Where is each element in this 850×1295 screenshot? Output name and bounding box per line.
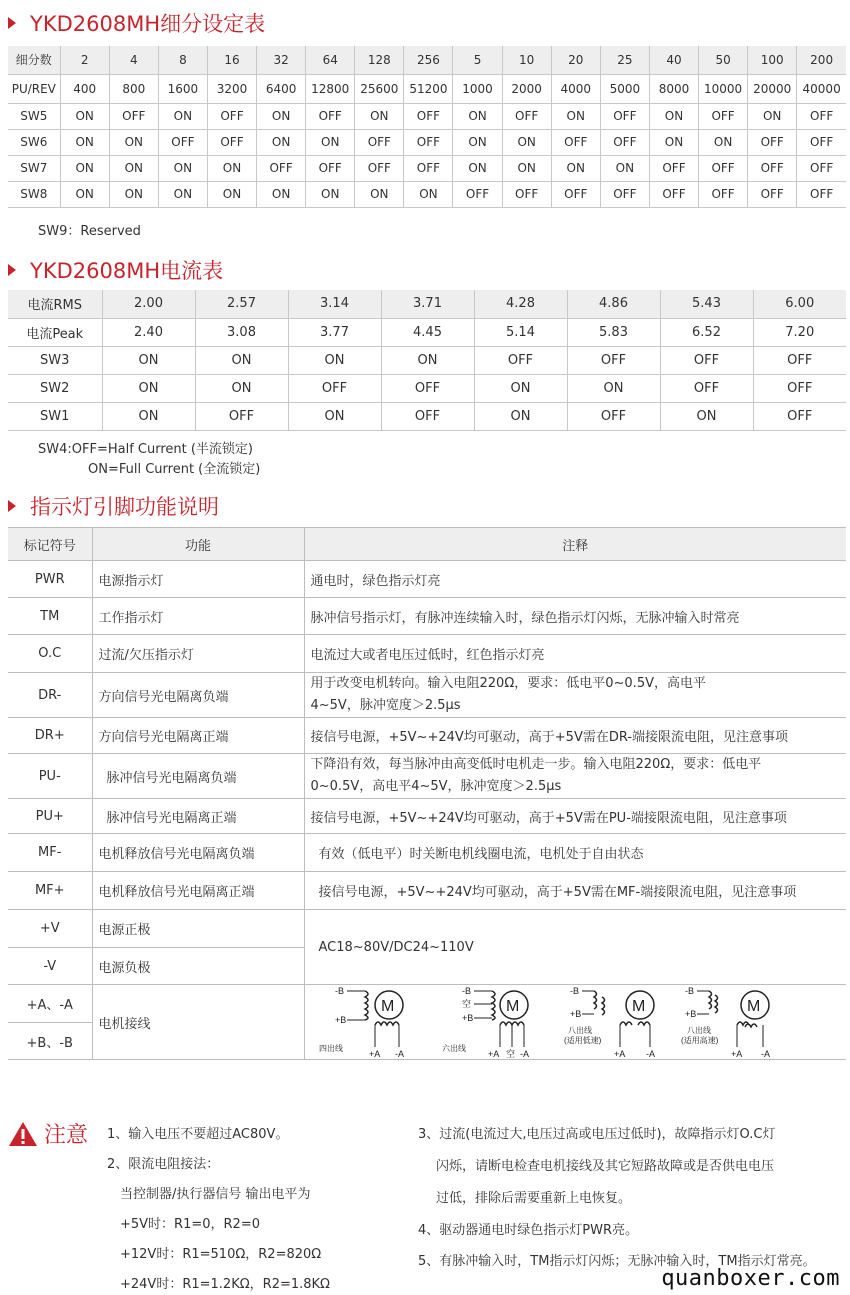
motor-letter: M [380,998,394,1015]
switch-row [8,103,846,129]
watermark-text: quanboxer.com [661,1266,840,1291]
table-row [8,718,846,754]
table-cell: 3.14 [288,290,381,318]
row-label: PU/REV [8,74,60,103]
table-cell: 25600 [355,74,404,103]
power-voltage-note: AC18~80V/DC24~110V [304,910,846,985]
attention-item2c: +12V时：R1=510Ω，R2=820Ω [120,1247,322,1262]
table-row [8,598,846,635]
svg-text:+B: +B [569,1009,581,1019]
table-cell: 200 [797,46,846,74]
row-symbol: DR- [8,673,92,718]
table-cell: 3.08 [195,318,288,346]
table-cell: OFF [649,155,698,181]
attention-item2d: +24V时：R1=1.2KΩ，R2=1.8KΩ [120,1277,330,1292]
table-cell: ON [699,129,748,155]
table-cell: ON [102,346,195,374]
eight-wire-low-speed-diagram [564,986,655,1059]
row-symbol: +V [8,910,92,948]
caption-four-wire: 四出线 [318,1044,343,1053]
table-cell: 100 [748,46,797,74]
table-cell: ON [158,103,207,129]
table-cell: 50 [699,46,748,74]
row-note: 通电时，绿色指示灯亮 [304,561,846,598]
table-cell: 5 [453,46,502,74]
svg-text:+A: +A [730,1049,742,1059]
table-cell: ON [474,402,567,430]
table-row [8,561,846,598]
table-cell: OFF [660,374,753,402]
row-symbol: PU- [8,754,92,799]
section3-title-text: 指示灯引脚功能说明 [30,495,219,519]
table-cell: ON [306,129,355,155]
table-cell: ON [306,181,355,207]
row-label: SW2 [8,374,102,402]
table-cell: 25 [600,46,649,74]
table-cell: 8 [158,46,207,74]
eight-wire-high-speed-diagram [681,986,770,1059]
table-row [8,635,846,673]
table-cell: OFF [699,181,748,207]
table-cell: ON [109,181,158,207]
table-cell: 5.83 [567,318,660,346]
table-cell: OFF [404,103,453,129]
table-cell: OFF [753,402,846,430]
table-cell: OFF [288,374,381,402]
row-function: 电源正极 [92,910,304,948]
table-cell: 32 [257,46,306,74]
row-label: 细分数 [8,46,60,74]
table-cell: OFF [257,155,306,181]
row-label: 电流RMS [8,290,102,318]
table-cell: ON [109,129,158,155]
svg-text:-B: -B [461,986,471,996]
row-function: 方向信号光电隔离负端 [92,673,304,718]
table-cell: 5000 [600,74,649,103]
table-cell: ON [288,402,381,430]
row-label: SW3 [8,346,102,374]
label-pa: +A [368,1049,380,1059]
row-function: 方向信号光电隔离正端 [92,718,304,754]
table-cell: OFF [355,155,404,181]
switch-row [8,402,846,430]
svg-text:-A: -A [519,1049,529,1059]
table-cell: 16 [207,46,256,74]
table-cell: 40 [649,46,698,74]
svg-text:八出线: 八出线 [686,1026,711,1035]
attention-item2: 2、限流电阻接法： [107,1157,220,1172]
table-header-row [8,528,846,561]
table-cell: ON [649,129,698,155]
table-cell: OFF [699,155,748,181]
table-cell: OFF [502,181,551,207]
table-cell: 6.52 [660,318,753,346]
svg-text:M: M [631,998,645,1015]
table-cell: OFF [600,129,649,155]
table-cell: ON [551,103,600,129]
table-cell: 4 [109,46,158,74]
table-cell: OFF [355,129,404,155]
table-cell: ON [102,374,195,402]
attention-item1: 1、输入电压不要超过AC80V。 [107,1127,289,1142]
section1-title [8,8,265,38]
row-symbol: O.C [8,635,92,673]
attention-item3c: 过低，排除后需要重新上电恢复。 [436,1191,632,1206]
row-note: 电流过大或者电压过低时，红色指示灯亮 [304,635,846,673]
row-note: 接信号电源，+5V~+24V均可驱动，高于+5V需在DR-端接限流电阻，见注意事项 [304,718,846,754]
table-cell: 3.71 [381,290,474,318]
table-cell: OFF [306,155,355,181]
table-cell: 128 [355,46,404,74]
attention-title: 注意 [44,1123,89,1148]
table-cell: ON [288,346,381,374]
row-symbol: MF+ [8,872,92,910]
sw4-note-off: SW4:OFF=Half Current (半流锁定) [38,442,254,457]
row-note: 下降沿有效，每当脉冲由高变低时电机走一步。输入电阻220Ω，要求：低电平0~0.5V，高电平4~5V，脉冲宽度＞2.5μs [304,754,846,799]
table-cell: ON [381,346,474,374]
table-cell: 5.43 [660,290,753,318]
label-nb: -B [334,986,344,996]
svg-text:+B: +B [461,1013,473,1023]
table-cell: ON [60,181,109,207]
table-cell: 12800 [306,74,355,103]
row-function: 电机释放信号光电隔离正端 [92,872,304,910]
table-cell: 6.00 [753,290,846,318]
table-cell: OFF [797,181,846,207]
row-symbol: DR+ [8,718,92,754]
table-cell: 10000 [699,74,748,103]
row-function: 脉冲信号光电隔离正端 [92,799,304,834]
table-cell: OFF [797,155,846,181]
table-cell: OFF [748,181,797,207]
table-cell: OFF [600,103,649,129]
table-cell: ON [355,103,404,129]
table-row-power-positive [8,910,846,948]
table-cell: ON [453,129,502,155]
table-cell: 3200 [207,74,256,103]
row-label: SW8 [8,181,60,207]
table-cell: OFF [797,103,846,129]
row-symbol: MF- [8,834,92,872]
table-cell: 7.20 [753,318,846,346]
table-cell: 64 [306,46,355,74]
table-cell: 5.14 [474,318,567,346]
table-cell: OFF [551,181,600,207]
section1-title-text: YKD2608MH细分设定表 [30,12,266,36]
row-note: 接信号电源，+5V~+24V均可驱动，高于+5V需在MF-端接限流电阻，见注意事项 [304,872,846,910]
row-function: 脉冲信号光电隔离负端 [92,754,304,799]
table-cell: ON [195,346,288,374]
svg-text:-B: -B [569,986,579,996]
table-cell: OFF [600,181,649,207]
table-cell: ON [600,155,649,181]
row-symbol: TM [8,598,92,635]
warning-icon [8,1121,38,1147]
svg-text:(适用低速): (适用低速) [563,1036,601,1045]
table-cell: OFF [699,103,748,129]
row-label: SW5 [8,103,60,129]
row-function: 过流/欠压指示灯 [92,635,304,673]
table-cell: 2000 [502,74,551,103]
label-na: -A [394,1049,404,1059]
attention-item3a: 3、过流(电流过大,电压过高或电压过低时)，故障指示灯O.C灯 [418,1127,776,1142]
table-cell: OFF [381,402,474,430]
table-cell: OFF [109,103,158,129]
table-row [8,872,846,910]
table-cell: ON [207,181,256,207]
attention-item3b: 闪烁，请断电检查电机接线及其它短路故障或是否供电电压 [436,1159,775,1174]
table-cell: OFF [404,155,453,181]
table-cell: ON [158,155,207,181]
table-row [8,673,846,718]
table-cell: 51200 [404,74,453,103]
switch-row [8,129,846,155]
table-cell: OFF [649,181,698,207]
label-pb: +B [334,1015,346,1025]
table-cell: 1000 [453,74,502,103]
table-cell: OFF [404,129,453,155]
table-cell: ON [60,155,109,181]
current-table [8,290,846,431]
table-cell: 800 [109,74,158,103]
table-cell: OFF [567,402,660,430]
table-cell: OFF [660,346,753,374]
table-cell: 3.77 [288,318,381,346]
table-cell: ON [453,103,502,129]
svg-text:-A: -A [645,1049,655,1059]
table-cell: ON [257,129,306,155]
table-cell: ON [649,103,698,129]
table-cell: OFF [474,346,567,374]
table-row [8,834,846,872]
table-cell: OFF [748,129,797,155]
attention-item5: 5、有脉冲输入时，TM指示灯闪烁；无脉冲输入时，TM指示灯常亮。 [418,1254,816,1269]
svg-text:+A: +A [487,1049,499,1059]
table-cell: ON [109,155,158,181]
table-cell: OFF [797,129,846,155]
row-note: 有效（低电平）时关断电机线圈电流，电机处于自由状态 [304,834,846,872]
table-cell: ON [60,129,109,155]
attention-heading [8,1118,88,1149]
table-cell: ON [748,103,797,129]
row-symbol: +A、-A [8,985,92,1023]
row-symbol: PU+ [8,799,92,834]
table-cell: ON [404,181,453,207]
sw4-note-on: ON=Full Current (全流锁定) [88,462,261,477]
svg-text:-A: -A [760,1049,770,1059]
table-cell: 4000 [551,74,600,103]
table-cell: ON [355,181,404,207]
table-cell: 20 [551,46,600,74]
svg-text:空: 空 [505,1049,515,1059]
table-cell: OFF [551,129,600,155]
table-cell: 2.57 [195,290,288,318]
table-cell: ON [551,155,600,181]
table-cell: 40000 [797,74,846,103]
table-cell: OFF [207,103,256,129]
svg-text:六出线: 六出线 [441,1044,466,1053]
table-cell: OFF [195,402,288,430]
table-cell: 2.00 [102,290,195,318]
table-cell: 2.40 [102,318,195,346]
switch-row [8,155,846,181]
section3-title [8,491,219,521]
header-function: 功能 [92,528,304,561]
table-cell: 400 [60,74,109,103]
rms-current-row [8,290,846,318]
peak-current-row [8,318,846,346]
microstep-header-row [8,46,846,74]
table-cell: ON [207,155,256,181]
header-symbol: 标记符号 [8,528,92,561]
table-cell: OFF [158,129,207,155]
row-note: 接信号电源，+5V~+24V均可驱动，高于+5V需在PU-端接限流电阻，见注意事项 [304,799,846,834]
triangle-bullet-icon [8,17,16,29]
attention-item2b: +5V时：R1=0，R2=0 [120,1217,260,1232]
row-label: SW6 [8,129,60,155]
microstep-table [8,46,846,208]
row-function: 电源指示灯 [92,561,304,598]
triangle-bullet-icon [8,264,16,276]
table-cell: OFF [453,181,502,207]
table-cell: ON [453,155,502,181]
svg-text:+A: +A [613,1049,625,1059]
table-cell: ON [195,374,288,402]
pulses-per-rev-row [8,74,846,103]
sw9-note: SW9：Reserved [38,224,141,239]
row-symbol: PWR [8,561,92,598]
table-cell: ON [257,103,306,129]
attention-item4: 4、驱动器通电时绿色指示灯PWR亮。 [418,1223,638,1238]
table-cell: ON [567,374,660,402]
table-cell: OFF [748,155,797,181]
section2-title-text: YKD2608MH电流表 [30,259,224,283]
six-wire-diagram [442,986,529,1059]
row-label: 电流Peak [8,318,102,346]
table-cell: OFF [753,346,846,374]
indicator-pin-table [8,527,846,1060]
svg-text:+B: +B [684,1009,696,1019]
svg-text:M: M [746,998,760,1015]
row-function: 电机接线 [92,985,304,1060]
triangle-bullet-icon [8,500,16,512]
row-symbol: -V [8,948,92,985]
table-row [8,799,846,834]
switch-row [8,374,846,402]
table-cell: ON [158,181,207,207]
row-function: 电源负极 [92,948,304,985]
table-cell: 1600 [158,74,207,103]
table-cell: 6400 [257,74,306,103]
table-cell: OFF [207,129,256,155]
table-cell: 2 [60,46,109,74]
svg-text:M: M [505,998,519,1015]
switch-row [8,181,846,207]
table-cell: ON [102,402,195,430]
table-cell: OFF [567,346,660,374]
header-note: 注释 [304,528,846,561]
svg-text:空: 空 [461,999,471,1009]
table-cell: OFF [753,374,846,402]
switch-row [8,346,846,374]
row-label: SW7 [8,155,60,181]
table-cell: 4.28 [474,290,567,318]
table-cell: OFF [502,103,551,129]
svg-text:八出线: 八出线 [567,1026,592,1035]
attention-item2a: 当控制器/执行器信号 输出电平为 [120,1187,311,1202]
table-cell: ON [474,374,567,402]
row-label: SW1 [8,402,102,430]
table-row-motor-a [8,985,846,1023]
table-cell: 4.45 [381,318,474,346]
svg-text:-B: -B [684,986,694,996]
row-function: 工作指示灯 [92,598,304,635]
row-note: 用于改变电机转向。输入电阻220Ω，要求：低电平0~0.5V，高电平4~5V，脉冲宽度＞2.5μs [304,673,846,718]
table-cell: 256 [404,46,453,74]
table-cell: 8000 [649,74,698,103]
table-cell: 10 [502,46,551,74]
table-cell: OFF [306,103,355,129]
table-cell: ON [257,181,306,207]
section2-title [8,255,223,285]
row-symbol: +B、-B [8,1023,92,1060]
table-cell: ON [60,103,109,129]
table-cell: ON [502,129,551,155]
table-cell: ON [660,402,753,430]
table-cell: 4.86 [567,290,660,318]
table-cell: 20000 [748,74,797,103]
row-note: 脉冲信号指示灯，有脉冲连续输入时，绿色指示灯闪烁，无脉冲输入时常亮 [304,598,846,635]
table-cell: OFF [381,374,474,402]
four-wire-diagram [319,986,404,1059]
table-row [8,754,846,799]
motor-wiring-diagrams [304,985,846,1060]
table-cell: ON [502,155,551,181]
row-function: 电机释放信号光电隔离负端 [92,834,304,872]
svg-text:(适用高速): (适用高速) [680,1036,718,1045]
